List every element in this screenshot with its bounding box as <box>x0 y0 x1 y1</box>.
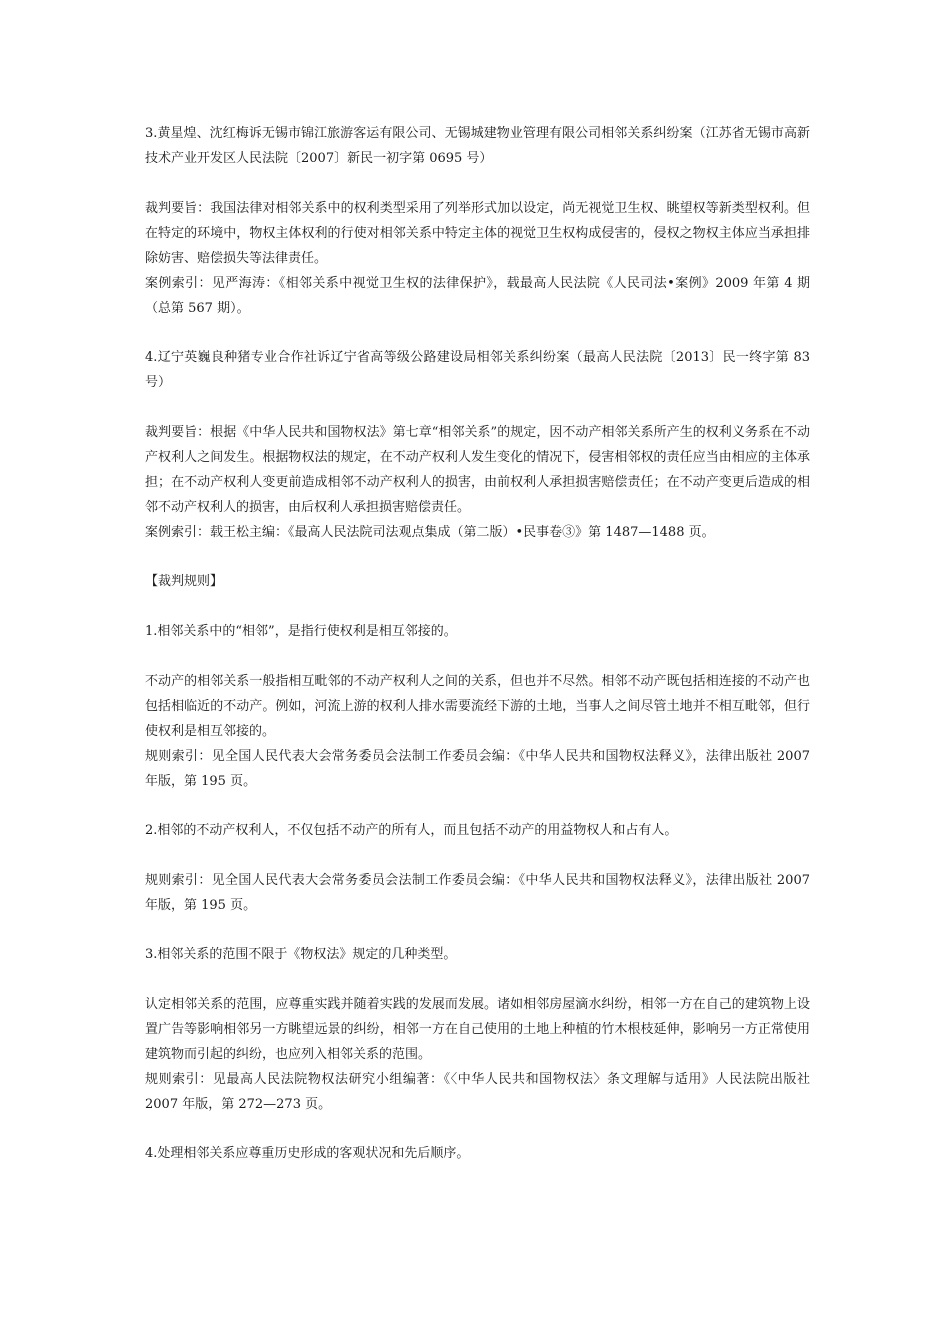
case-3-holding: 裁判要旨：我国法律对相邻关系中的权利类型采用了列举形式加以设定，尚无视觉卫生权、眺望权等新类型权利。但在特定的环境中，物权主体权利的行使对相邻关系中特定主体的视觉卫生权构成侵害的，侵权之物权主体应当承担排除妨害、赔偿损失等法律责任。 <box>145 201 810 266</box>
rule-3-body: 认定相邻关系的范围，应尊重实践并随着实践的发展而发展。诸如相邻房屋滴水纠纷，相邻一方在自己的建筑物上设置广告等影响相邻另一方眺望远景的纠纷，相邻一方在自己使用的土地上种植的竹木根枝延伸，影响另一方正常使用建筑物而引起的纠纷，也应列入相邻关系的范围。 <box>145 997 810 1062</box>
rule-3-reference: 规则索引：见最高人民法院物权法研究小组编著：《〈中华人民共和国物权法〉条文理解与适用》人民法院出版社 2007 年版，第 272—273 页。 <box>145 1072 810 1112</box>
rule-3-title: 3.相邻关系的范围不限于《物权法》规定的几种类型。 <box>145 947 457 962</box>
rule-1-body: 不动产的相邻关系一般指相互毗邻的不动产权利人之间的关系，但也并不尽然。相邻不动产既包括相连接的不动产也包括相临近的不动产。例如，河流上游的权利人排水需要流经下游的土地，当事人之间尽管土地并不相互毗邻，但行使权利是相互邻接的。 <box>145 674 810 739</box>
document-body <box>145 121 810 1166</box>
rule-4-title: 4.处理相邻关系应尊重历史形成的客观状况和先后顺序。 <box>145 1146 470 1161</box>
case-3-reference: 案例索引：见严海涛：《相邻关系中视觉卫生权的法律保护》，载最高人民法院《人民司法•案例》2009 年第 4 期（总第 567 期）。 <box>145 276 810 316</box>
rules-heading: 【裁判规则】 <box>145 574 224 589</box>
case-3-title: 3.黄星煌、沈红梅诉无锡市锦江旅游客运有限公司、无锡城建物业管理有限公司相邻关系纠纷案（江苏省无锡市高新技术产业开发区人民法院〔2007〕新民一初字第 0695 号） <box>145 126 810 166</box>
case-4-title: 4.辽宁英巍良种猪专业合作社诉辽宁省高等级公路建设局相邻关系纠纷案（最高人民法院〔2013〕民一终字第 83 号） <box>145 350 810 390</box>
rule-2-reference: 规则索引：见全国人民代表大会常务委员会法制工作委员会编：《中华人民共和国物权法释义》，法律出版社 2007 年版，第 195 页。 <box>145 873 810 913</box>
rule-2-title: 2.相邻的不动产权利人，不仅包括不动产的所有人，而且包括不动产的用益物权人和占有人。 <box>145 823 678 838</box>
case-4-reference: 案例索引：载王松主编：《最高人民法院司法观点集成（第二版）•民事卷③》第 1487—1488 页。 <box>145 525 715 540</box>
rule-1-title: 1.相邻关系中的“相邻”，是指行使权利是相互邻接的。 <box>145 624 457 639</box>
case-4-holding: 裁判要旨：根据《中华人民共和国物权法》第七章“相邻关系”的规定，因不动产相邻关系所产生的权利义务系在不动产权利人之间发生。根据物权法的规定，在不动产权利人发生变化的情况下，侵害相邻权的责任应当由相应的主体承担；在不动产权利人变更前造成相邻不动产权利人的损害，由前权利人承担损害赔偿责任；在不动产变更后造成的相邻不动产权利人的损害，由后权利人承担损害赔偿责任。 <box>145 425 810 515</box>
rule-1-reference: 规则索引：见全国人民代表大会常务委员会法制工作委员会编：《中华人民共和国物权法释义》，法律出版社 2007 年版，第 195 页。 <box>145 749 810 789</box>
